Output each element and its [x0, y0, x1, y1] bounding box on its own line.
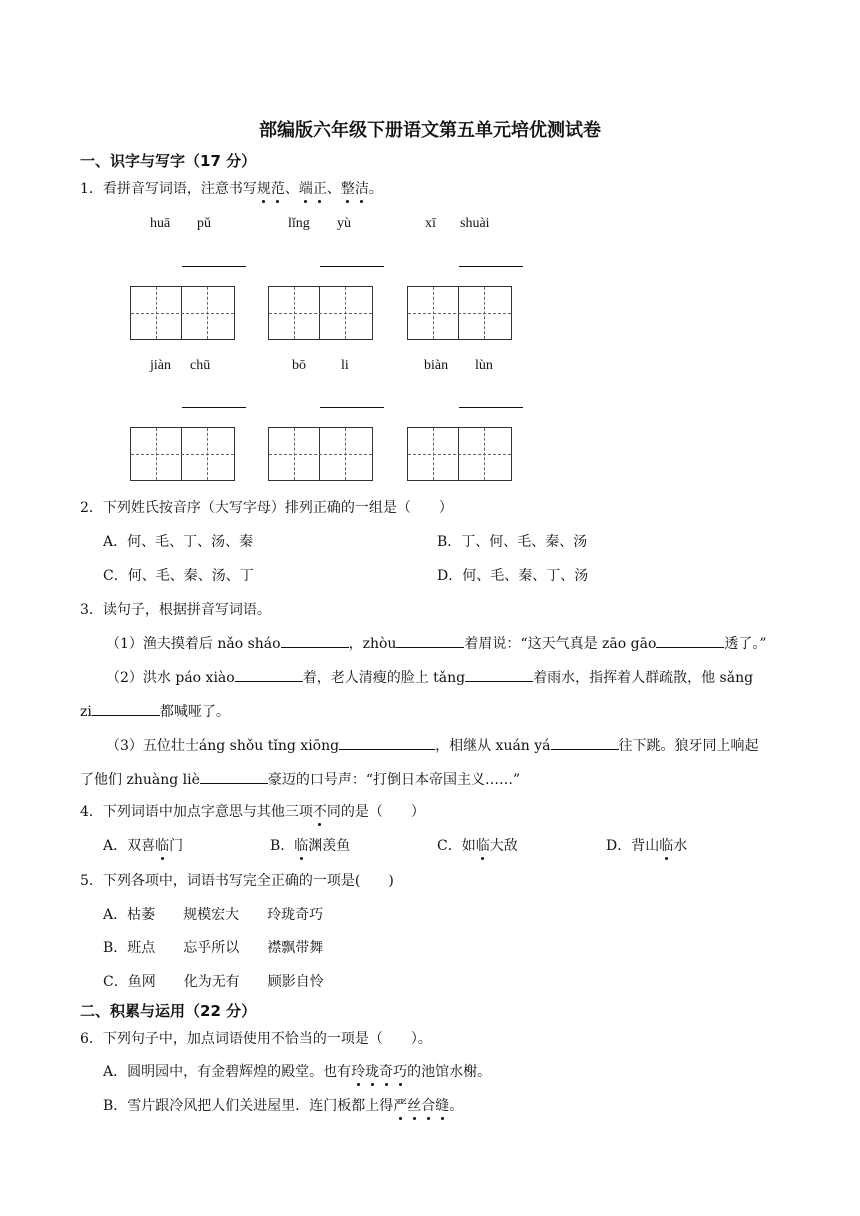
- fill-blank[interactable]: [200, 769, 268, 784]
- text: 的池馆水榭。: [407, 1064, 492, 1080]
- q3-sentence-1: [106, 633, 767, 653]
- text: zi: [80, 704, 92, 720]
- dotted-char: 范: [271, 178, 285, 198]
- section-2-heading: 二、积累与运用（22 分）: [80, 1002, 257, 1020]
- q2-option-d[interactable]: D．何、毛、秦、丁、汤: [437, 568, 589, 584]
- grid-guide: [408, 454, 511, 455]
- fill-blank[interactable]: [656, 633, 724, 648]
- q6-option-a[interactable]: [103, 1061, 491, 1081]
- q5-option-a[interactable]: A．枯萎 规模宏大 玲珑奇巧: [103, 907, 324, 923]
- text: 往下跳。狼牙同上响起: [618, 738, 759, 754]
- text: 着眉说：“这天气真是 zāo gāo: [464, 636, 657, 652]
- writing-grid[interactable]: [268, 427, 373, 481]
- text: 着雨水，指挥着人群疏散，他 sǎng: [533, 670, 754, 686]
- dotted-char: 洁: [355, 178, 369, 198]
- fill-blank[interactable]: [281, 633, 349, 648]
- grid-guide: [131, 454, 234, 455]
- answer-underline: [320, 266, 384, 267]
- q2-option-c[interactable]: C．何、毛、秦、汤、丁: [103, 568, 254, 584]
- pinyin: shuài: [460, 216, 490, 231]
- answer-underline: [459, 266, 523, 267]
- q4-option-c[interactable]: [437, 835, 518, 855]
- text: A．双喜: [103, 838, 156, 854]
- fill-blank[interactable]: [339, 735, 435, 750]
- answer-underline: [182, 407, 246, 408]
- text: 渊羡鱼: [308, 838, 351, 854]
- answer-underline: [320, 407, 384, 408]
- section-1-heading: 一、识字与写字（17 分）: [80, 152, 257, 170]
- dotted-char: 缝: [435, 1095, 449, 1115]
- question-2-stem: 2．下列姓氏按音序（大写字母）排列正确的一组是（ ）: [80, 500, 453, 516]
- q2-option-a[interactable]: A．何、毛、丁、汤、秦: [103, 534, 254, 550]
- text: 着，老人清瘦的脸上 tǎng: [302, 670, 466, 686]
- text: 豪迈的口号声：“打倒日本帝国主义……”: [267, 772, 521, 788]
- text: 透了。”: [724, 636, 767, 652]
- dotted-char: 临: [476, 835, 490, 855]
- q6-option-b[interactable]: [103, 1095, 463, 1115]
- text: 门: [169, 838, 184, 854]
- fill-blank[interactable]: [396, 633, 464, 648]
- text: 。: [449, 1098, 464, 1114]
- answer-underline: [182, 266, 246, 267]
- q2-option-b[interactable]: B．丁、何、毛、秦、汤: [437, 534, 588, 550]
- text: C．如: [437, 838, 476, 854]
- q5-option-c[interactable]: C．鱼网 化为无有 顾影自怜: [103, 974, 324, 990]
- pinyin: biàn: [424, 358, 449, 373]
- text: 大敌: [489, 838, 518, 854]
- text: （3）五位壮士áng shǒu tǐng xiōng: [106, 738, 340, 754]
- question-4-stem: [80, 801, 425, 821]
- q5-option-b[interactable]: B．班点 忘乎所以 襟飘带舞: [103, 940, 324, 956]
- fill-blank[interactable]: [465, 667, 533, 682]
- q3-sentence-3-cont: [80, 769, 520, 789]
- pinyin: pǔ: [197, 216, 211, 231]
- separator: 、: [284, 181, 299, 197]
- text: D．背山: [606, 838, 660, 854]
- dotted-char: 巧: [393, 1061, 407, 1081]
- page-title: 部编版六年级下册语文第五单元培优测试卷: [259, 120, 601, 141]
- dotted-char: 严: [393, 1095, 407, 1115]
- writing-grid[interactable]: [407, 286, 512, 340]
- dotted-char: 正: [313, 178, 327, 198]
- fill-blank[interactable]: [92, 701, 160, 716]
- pinyin: yù: [337, 216, 351, 231]
- pinyin: huā: [150, 216, 171, 231]
- text: 都喊哑了。: [159, 704, 230, 720]
- fill-blank[interactable]: [235, 667, 303, 682]
- text: 4．下列词语中加点字意思与其他三项: [80, 804, 313, 820]
- text: ，相继从 xuán yá: [435, 738, 551, 754]
- dotted-char: 奇: [379, 1061, 393, 1081]
- grid-guide: [408, 313, 511, 314]
- grid-guide: [131, 313, 234, 314]
- text: 同的是（ ）: [326, 804, 425, 820]
- answer-underline: [459, 407, 523, 408]
- dotted-char: 规: [257, 178, 271, 198]
- q1-prefix: 1．看拼音写词语，注意书写: [80, 181, 257, 197]
- text: B．: [270, 838, 295, 854]
- text: 水: [673, 838, 688, 854]
- period: 。: [368, 181, 383, 197]
- dotted-char: 合: [421, 1095, 435, 1115]
- question-1-stem: [80, 178, 383, 198]
- dotted-char: 整: [341, 178, 355, 198]
- dotted-char: 玲: [351, 1061, 365, 1081]
- question-3-stem: 3．读句子，根据拼音写词语。: [80, 602, 271, 618]
- writing-grid[interactable]: [407, 427, 512, 481]
- question-5-stem: 5．下列各项中，词语书写完全正确的一项是( ): [80, 873, 394, 889]
- q3-sentence-3: [106, 735, 759, 755]
- fill-blank[interactable]: [551, 735, 619, 750]
- pinyin: chū: [190, 358, 211, 373]
- q3-sentence-2-cont: [80, 701, 230, 721]
- writing-grid[interactable]: [268, 286, 373, 340]
- pinyin: li: [341, 358, 349, 373]
- pinyin: lǐng: [288, 216, 310, 231]
- question-6-stem: 6．下列句子中，加点词语使用不恰当的一项是（ ）。: [80, 1031, 432, 1047]
- dotted-char: 不: [313, 801, 327, 821]
- q3-sentence-2: [106, 667, 753, 687]
- text: ，zhòu: [348, 636, 397, 652]
- text: B．雪片跟冷风把人们关进屋里．连门板都上得: [103, 1098, 394, 1114]
- dotted-char: 临: [659, 835, 673, 855]
- text: （2）洪水 páo xiào: [106, 670, 235, 686]
- dotted-char: 临: [294, 835, 308, 855]
- grid-guide: [269, 313, 372, 314]
- pinyin: jiàn: [150, 358, 171, 373]
- dotted-char: 端: [299, 178, 313, 198]
- dotted-char: 丝: [407, 1095, 421, 1115]
- q4-option-a[interactable]: [103, 835, 183, 855]
- text: （1）渔夫摸着后 nǎo sháo: [106, 636, 281, 652]
- dotted-char: 珑: [365, 1061, 379, 1081]
- q4-option-b[interactable]: [270, 835, 350, 855]
- text: A．圆明园中，有金碧辉煌的殿堂。也有: [103, 1064, 352, 1080]
- text: 了他们 zhuàng liè: [80, 772, 200, 788]
- grid-guide: [269, 454, 372, 455]
- separator: 、: [326, 181, 341, 197]
- writing-grid[interactable]: [130, 286, 235, 340]
- pinyin: lùn: [475, 358, 493, 373]
- writing-grid[interactable]: [130, 427, 235, 481]
- pinyin: bō: [292, 358, 306, 373]
- q4-option-d[interactable]: [606, 835, 687, 855]
- dotted-char: 临: [155, 835, 169, 855]
- pinyin: xī: [425, 216, 436, 231]
